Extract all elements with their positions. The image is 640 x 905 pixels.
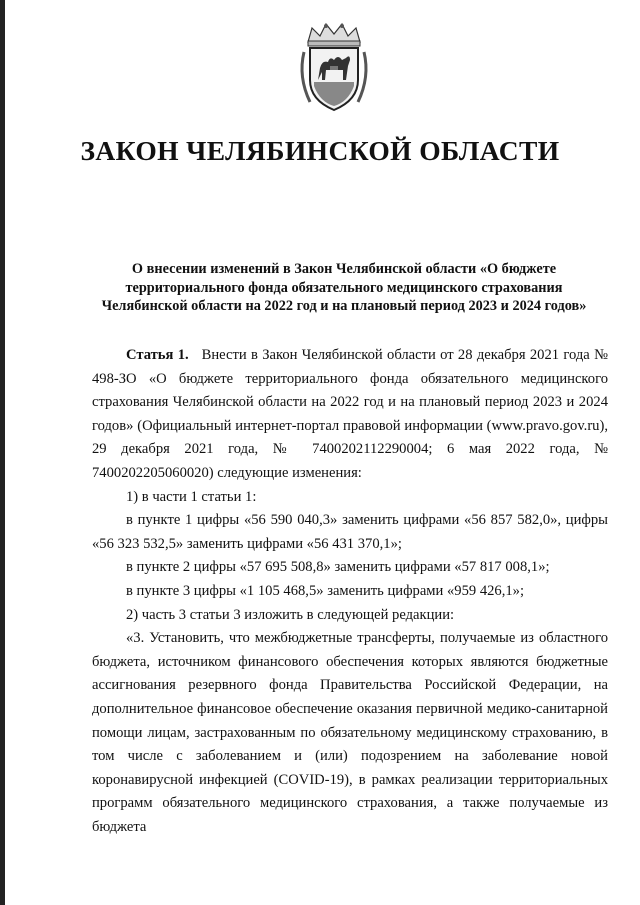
page-title: ЗАКОН ЧЕЛЯБИНСКОЙ ОБЛАСТИ: [80, 135, 560, 166]
subtitle-line: О внесении изменений в Закон Челябинской области «О бюджете: [131, 261, 557, 277]
law-body: [92, 344, 608, 839]
list-item: 1) в части 1 статьи 1:: [126, 488, 257, 505]
list-item: в пункте 3 цифры «1 105 468,5» заменить цифрами «959 426,1»;: [126, 582, 525, 599]
list-item: «3. Установить, что межбюджетные трансферты, получаемые из областного бюджета, источником финансового обеспечения которых являются бюджетные ассигнования резервного фонда Правительства Российской Федерации, на дополнительное финансовое обеспечение оказания первичной медико-санитарной помощи лицам, застрахованным по обязательному медицинскому страхованию, в том числе с заболеванием и (или) подозрением на заболевание новой коронавирусной инфекцией (COVID-19), в рамках реализации территориальных программ обязательного медицинского страхования, а также получаемые из бюджета: [92, 630, 608, 835]
list-item: 2) часть 3 статьи 3 изложить в следующей редакции:: [126, 606, 455, 623]
article-text: Внести в Закон Челябинской области от 28 декабря 2021 года № 498-ЗО «О бюджете территориального фонда обязательного медицинского страхования Челябинской области на 2022 год и на плановый период 2023 и 2024 годов» (Официальный интернет-портал правовой информации (www.pravo.gov.ru), 29 декабря 2021 года, № 7400202112290004; 6 мая 2022 года, № 7400202205060020) следующие изменения:: [92, 347, 608, 481]
subtitle-line: территориального фонда обязательного медицинского страхования: [125, 279, 563, 296]
list-item: в пункте 1 цифры «56 590 040,3» заменить цифрами «56 857 582,0», цифры «56 323 532,5» заменить цифрами «56 431 370,1»;: [92, 512, 608, 552]
article-paragraph: [92, 344, 608, 486]
list-item: в пункте 2 цифры «57 695 508,8» заменить цифрами «57 817 008,1»;: [126, 559, 550, 576]
law-subtitle: [96, 260, 592, 316]
article-label: Статья 1.: [126, 347, 189, 363]
subtitle-line: Челябинской области на 2022 год и на плановый период 2023 и 2024 годов»: [101, 298, 587, 314]
chelyabinsk-coat-of-arms-icon: [296, 22, 372, 114]
